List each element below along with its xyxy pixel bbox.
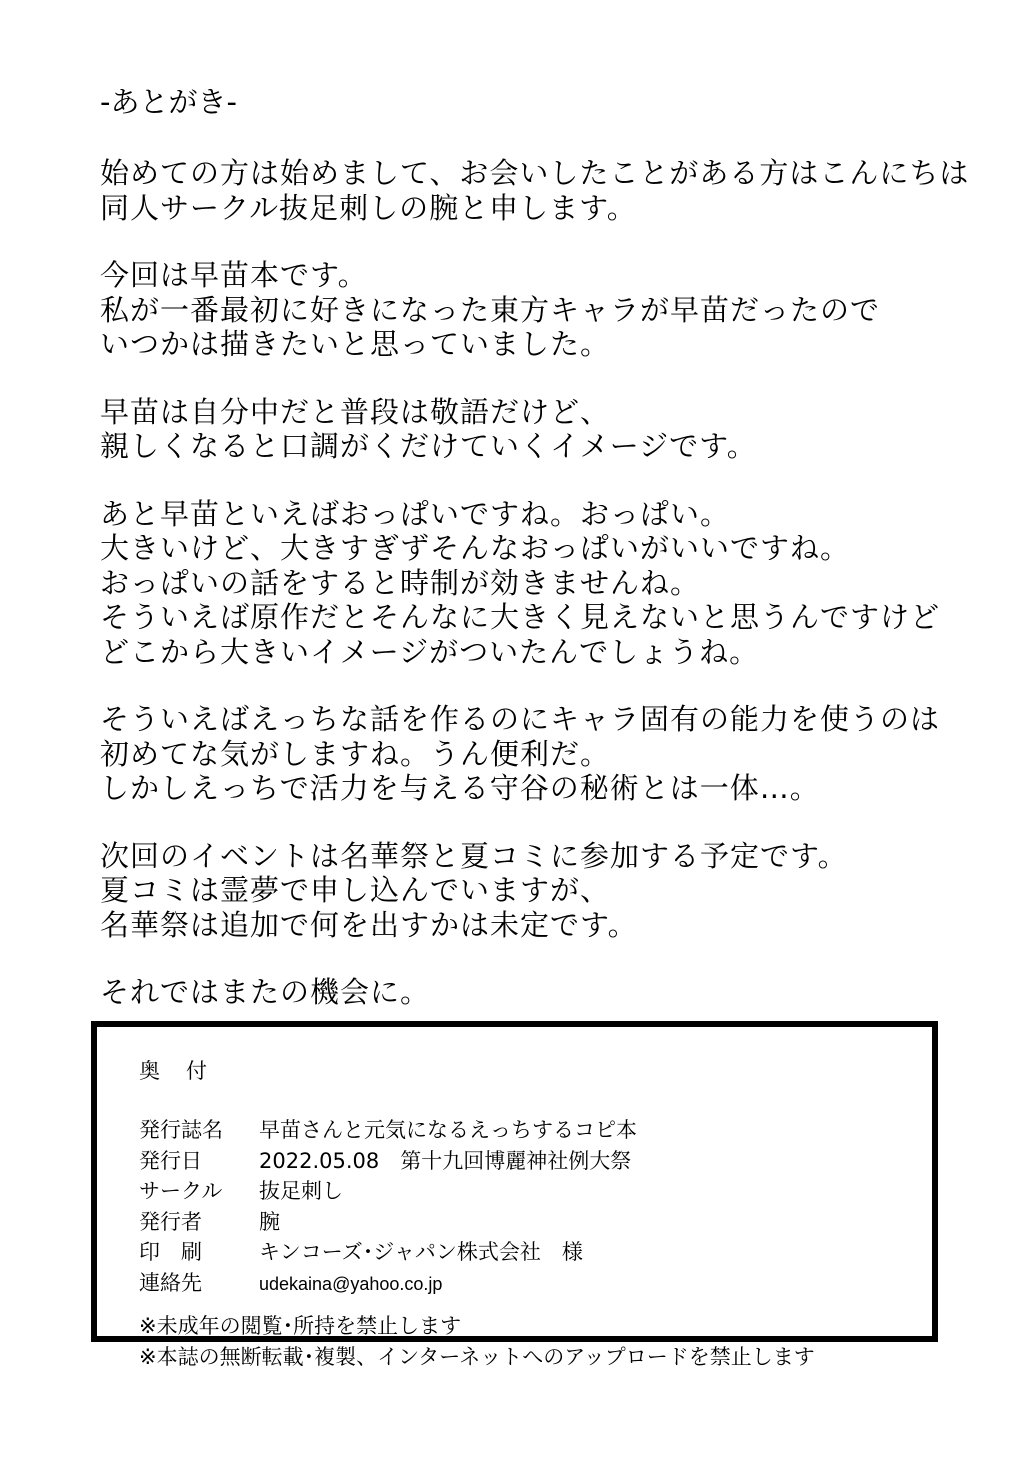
- text-line: 大きいけど、大きすぎずそんなおっぱいがいいですね。: [100, 531, 851, 565]
- row-value: 腕: [259, 1209, 280, 1234]
- row-label: 印刷: [139, 1240, 223, 1264]
- colophon-heading: 奥付: [139, 1059, 233, 1083]
- colophon-rows: [139, 1115, 637, 1298]
- row-value: 早苗さんと元気になるえっちするコピ本: [259, 1118, 637, 1142]
- text-line: 名華祭は追加で何を出すかは未定です。: [100, 907, 638, 942]
- colophon-notices: [139, 1311, 815, 1373]
- row-value: 2022.05.08 第十九回博麗神社例大祭: [259, 1148, 632, 1173]
- afterword-title: -あとがき-: [100, 85, 237, 119]
- text-line: 次回のイベントは名華祭と夏コミに参加する予定です。: [100, 838, 848, 873]
- paragraph: [100, 395, 960, 464]
- colophon-row-date: [139, 1146, 637, 1177]
- colophon-row-circle: [139, 1176, 637, 1207]
- contact-email: udekaina@yahoo.co.jp: [259, 1273, 443, 1294]
- text-line: そういえばえっちな話を作るのにキャラ固有の能力を使うのは: [100, 702, 941, 736]
- text-line: おっぱいの話をすると時制が効きませんね。: [100, 565, 701, 600]
- text-line: そういえば原作だとそんなに大きく見えないと思うんですけど: [100, 600, 941, 634]
- paragraph: [100, 975, 960, 1010]
- row-label: サークル: [139, 1179, 223, 1203]
- colophon-row-printer: [139, 1237, 637, 1268]
- colophon-row-title: [139, 1115, 637, 1146]
- row-label: 発行日: [139, 1148, 202, 1173]
- text-line: 始めての方は始めまして、お会いしたことがある方はこんにちは: [100, 156, 970, 190]
- colophon-row-publisher: [139, 1207, 637, 1238]
- colophon-box: [91, 1021, 938, 1369]
- text-line: 初めてな気がしますね。うん便利だ。: [100, 736, 611, 771]
- notice-line: ※本誌の無断転載･複製、インターネットへのアップロードを禁止します: [139, 1345, 815, 1369]
- row-label: 連絡先: [139, 1270, 202, 1295]
- text-line: 夏コミは霊夢で申し込んでいますが、: [100, 873, 611, 907]
- text-line: どこから大きいイメージがついたんでしょうね。: [100, 634, 760, 669]
- text-line: あと早苗といえばおっぱいですね。おっぱい。: [100, 496, 731, 531]
- afterword: [100, 84, 970, 1043]
- row-value: キンコーズ･ジャパン株式会社 様: [259, 1240, 583, 1264]
- text-line: いつかは描きたいと思っていました。: [100, 327, 611, 361]
- paragraph: [100, 839, 960, 943]
- text-line: 親しくなると口調がくだけていくイメージです。: [100, 429, 757, 463]
- row-label: 発行者: [139, 1209, 202, 1234]
- paragraph: [100, 156, 970, 225]
- row-value: 抜足刺し: [259, 1179, 343, 1203]
- paragraph: [100, 702, 960, 806]
- notice-line: ※未成年の閲覧･所持を禁止します: [139, 1314, 462, 1338]
- paragraph: [100, 258, 960, 362]
- text-line: 私が一番最初に好きになった東方キャラが早苗だったので: [100, 292, 881, 327]
- paragraph: [100, 497, 960, 670]
- colophon-row-contact: [139, 1268, 637, 1299]
- text-line: 今回は早苗本です。: [100, 258, 368, 292]
- row-label: 発行誌名: [139, 1118, 223, 1142]
- text-line: それではまたの機会に。: [100, 975, 431, 1009]
- text-line: 同人サークル抜足刺しの腕と申します。: [100, 190, 637, 225]
- text-line: 早苗は自分中だと普段は敬語だけど、: [100, 394, 611, 429]
- text-line: しかしえっちで活力を与える守谷の秘術とは一体…。: [100, 771, 820, 805]
